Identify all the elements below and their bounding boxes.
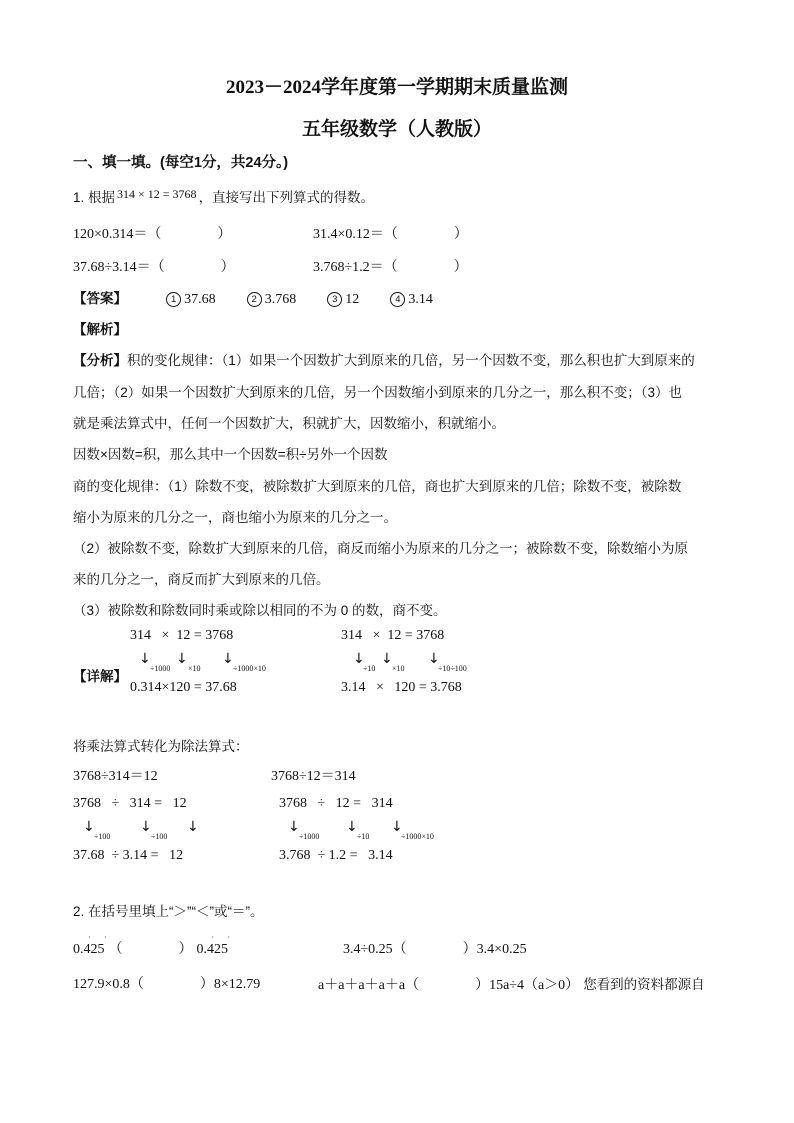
- q1-expr-3: 37.68÷3.14＝（ ）: [73, 260, 235, 275]
- arrow-down-icon: ↓: [381, 651, 393, 667]
- q1-expr-2: 31.4×0.12＝（ ）: [313, 227, 468, 242]
- repeat-dot-icon: ·: [88, 933, 91, 942]
- q1-answer-row: [73, 287, 459, 308]
- q1-intro-suffix: ，直接写出下列算式的得数。: [198, 190, 375, 205]
- repeat-dot-icon: ·: [227, 933, 231, 942]
- detail-right-top: 314 × 12 = 3768: [341, 628, 445, 643]
- div-right-sub-1: ÷1000: [299, 832, 320, 841]
- detail-right-sub-2: ×10: [392, 664, 405, 673]
- answer-3: [327, 292, 359, 308]
- analysis-line-9: （3）被除数和除数同时乘或除以相同的不为 0 的数，商不变。: [73, 603, 447, 618]
- section-heading: 一、填一填。(每空1分，共24分。): [73, 155, 289, 171]
- q1-intro: [73, 186, 374, 206]
- analysis-line-2: 几倍；（2）如果一个因数扩大到原来的几倍，另一个因数缩小到原来的几分之一，那么积不变；（3）也: [73, 385, 683, 400]
- arrow-down-icon: ↓: [346, 819, 358, 835]
- convert-text: 将乘法算式转化为除法算式：: [73, 739, 249, 754]
- arrow-down-icon: ↓: [140, 819, 152, 835]
- detail-right-sub-1: ÷10: [363, 664, 376, 673]
- page-title: 2023－2024学年度第一学期期末质量监测: [225, 77, 568, 98]
- arrow-down-icon: ↓: [391, 819, 403, 835]
- division-2: 3768÷12＝314: [271, 769, 356, 784]
- q2-r1a-left: 0.425: [73, 942, 105, 957]
- detail-left-sub-2: ×10: [188, 664, 201, 673]
- q1-expr-1: 120×0.314＝（ ）: [73, 227, 232, 242]
- answer-4-value: 3.14: [408, 292, 433, 307]
- analysis-label: 【解析】: [73, 322, 127, 337]
- analysis-line-5: 商的变化规律：（1）除数不变，被除数扩大到原来的几倍，商也扩大到原来的几倍；除数不变，被除数: [73, 479, 682, 494]
- arrow-down-icon: ↓: [353, 651, 365, 667]
- answer-1: [166, 292, 216, 308]
- repeat-dot-icon: ·: [104, 933, 107, 942]
- q2-row2-right: [318, 973, 705, 994]
- div-left-top: 3768 ÷ 314 = 12: [73, 796, 187, 811]
- answer-2-value: 3.768: [264, 292, 297, 307]
- detail-right-bottom: 3.14 × 120 = 3.768: [341, 680, 462, 695]
- analysis-line-3: 就是乘法算式中，任何一个因数扩大，积就扩大，因数缩小，积就缩小。: [73, 416, 505, 431]
- arrow-down-icon: ↓: [187, 819, 199, 835]
- answer-2: [247, 292, 297, 308]
- analysis-tag: 【分析】: [73, 353, 127, 368]
- detail-right-sub-3: ÷10÷100: [438, 664, 467, 673]
- repeating-decimal-left: [73, 933, 107, 958]
- detail-label: 【详解】: [73, 669, 127, 684]
- answer-2-num: 2: [247, 292, 262, 307]
- div-left-bottom: 37.68 ÷ 3.14 = 12: [73, 848, 184, 863]
- page-subtitle: 五年级数学（人教版）: [301, 119, 492, 140]
- div-right-sub-3: ÷1000×10: [401, 832, 434, 841]
- detail-left-sub-3: ÷1000×10: [233, 664, 266, 673]
- q2-row1-right: 3.4÷0.25（ ）3.4×0.25: [343, 942, 527, 957]
- division-1: 3768÷314＝12: [73, 769, 158, 784]
- q2-row1-left: [73, 933, 231, 958]
- analysis-line-7: （2）被除数不变，除数扩大到原来的几倍，商反而缩小为原来的几分之一；被除数不变，除数缩小为原: [73, 541, 689, 556]
- arrow-down-icon: ↓: [139, 651, 151, 667]
- q2-r1a-right: 0.425: [196, 942, 228, 957]
- watermark-text: 您看到的资料都源自: [583, 977, 705, 992]
- answer-label: 【答案】: [73, 291, 127, 306]
- q1-formula: 314 × 12 = 3768: [117, 187, 197, 201]
- analysis-text-1: 积的变化规律：（1）如果一个因数扩大到原来的几倍，另一个因数不变，那么积也扩大到原来的: [127, 353, 695, 368]
- div-left-sub-2: ÷100: [151, 832, 168, 841]
- answer-4: [390, 292, 433, 308]
- div-left-sub-1: ÷100: [94, 832, 111, 841]
- analysis-line-1: [73, 349, 695, 369]
- arrow-down-icon: ↓: [222, 651, 234, 667]
- answer-1-value: 37.68: [184, 292, 216, 307]
- arrow-down-icon: ↓: [428, 651, 440, 667]
- q2-row2-left: 127.9×0.8（ ）8×12.79: [73, 977, 261, 992]
- repeat-dot-icon: ·: [211, 933, 215, 942]
- arrow-down-icon: ↓: [176, 651, 188, 667]
- detail-left-top: 314 × 12 = 3768: [130, 628, 234, 643]
- div-right-top: 3768 ÷ 12 = 314: [279, 796, 393, 811]
- answer-1-num: 1: [166, 292, 181, 307]
- arrow-down-icon: ↓: [83, 819, 95, 835]
- answer-3-num: 3: [327, 292, 342, 307]
- q2-intro: 2. 在括号里填上“＞”“＜”或“＝”。: [73, 904, 264, 919]
- detail-left-bottom: 0.314×120 = 37.68: [130, 680, 237, 695]
- analysis-line-6: 缩小为原来的几分之一，商也缩小为原来的几分之一。: [73, 510, 397, 525]
- answer-4-num: 4: [390, 292, 405, 307]
- answer-3-value: 12: [345, 292, 360, 307]
- div-right-sub-2: ÷10: [357, 832, 370, 841]
- q2-r2b: a＋a＋a＋a＋a（ ）15a÷4（a＞0）: [318, 978, 580, 993]
- q1-expr-4: 3.768÷1.2＝（ ）: [313, 260, 468, 275]
- analysis-line-4: 因数×因数=积，那么其中一个因数=积÷另外一个因数: [73, 447, 388, 462]
- repeating-decimal-right: [196, 933, 231, 958]
- arrow-down-icon: ↓: [288, 819, 300, 835]
- q1-intro-prefix: 1. 根据: [73, 190, 116, 205]
- q2-r1a-paren: （ ）: [108, 942, 193, 957]
- detail-left-sub-1: ÷1000: [150, 664, 171, 673]
- div-right-bottom: 3.768 ÷ 1.2 = 3.14: [279, 848, 393, 863]
- analysis-line-8: 来的几分之一，商反而扩大到原来的几倍。: [73, 572, 330, 587]
